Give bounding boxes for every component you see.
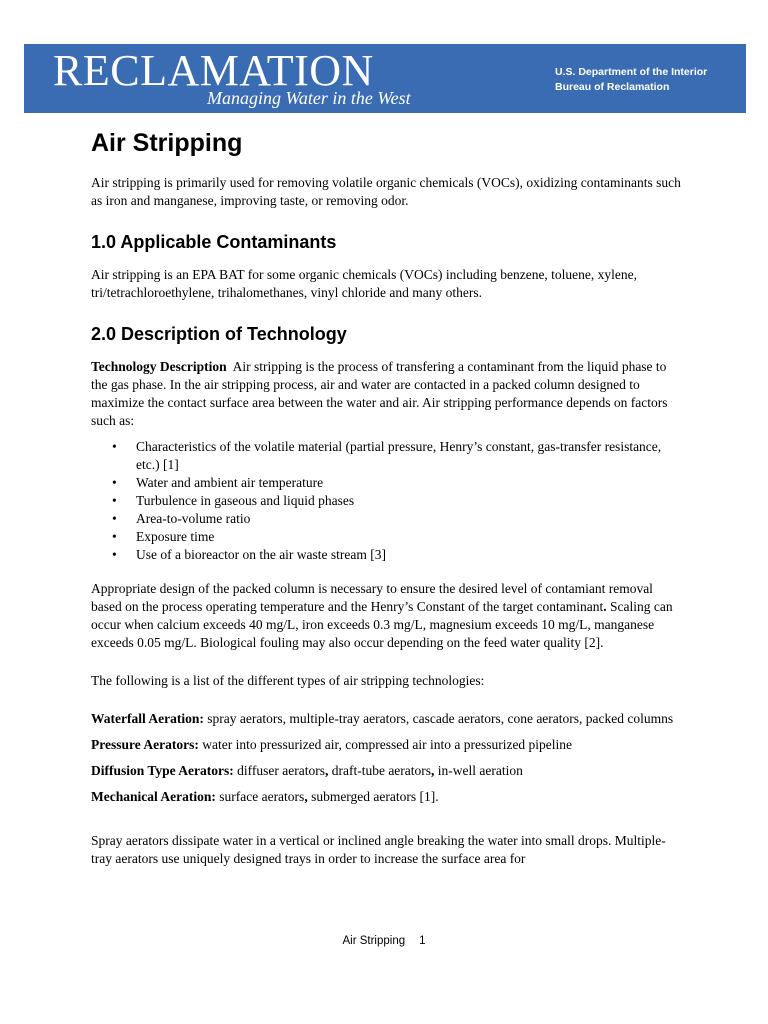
bullet-icon: • [112,547,117,562]
bullet-icon: • [112,529,117,544]
design-text-part2: Scaling can occur when calcium exceeds 40 mg/L, iron exceeds 0.3 mg/L, magnesium exceeds 10 mg/L, manganese exceeds 0.05 mg/L. Biological fouling may also occur depending on the feed water quality [2]. [91,599,673,650]
bullet-icon: • [112,493,117,508]
logo-title: RECLAMATION [53,46,374,95]
mechanical-aeration-label: Mechanical Aeration: [91,789,216,804]
reclamation-banner [24,44,746,113]
agency-department: U.S. Department of the Interior [555,66,708,78]
list-item [112,438,681,474]
list-item-text: Characteristics of the volatile material (partial pressure, Henry’s constant, gas-transfer resistance, etc.) [1] [136,439,662,472]
diffusion-separator-1: , [324,763,329,778]
types-intro-paragraph: The following is a list of the different types of air stripping technologies: [91,673,485,688]
list-item [112,492,681,510]
list-item [112,510,681,528]
agency-bureau: Bureau of Reclamation [555,81,670,93]
design-bold-period: . [603,599,607,614]
diffusion-separator-2: , [431,763,435,778]
diffusion-text-3: in-well aeration [434,763,523,778]
technology-description-label: Technology Description [91,359,227,374]
closing-paragraph: Spray aerators dissipate water in a vertical or inclined angle breaking the water into small drops. Multiple-tray aerators use uniquely designed trays in order to increase the surface area for [91,833,666,866]
list-item-text: Use of a bioreactor on the air waste stream [3] [136,547,387,562]
diffusion-text-1: diffuser aerators [233,763,325,778]
document-body [91,127,681,868]
section-heading-technology: 2.0 Description of Technology [91,324,347,344]
list-item [112,546,681,564]
bullet-icon: • [112,439,117,454]
list-item-text: Turbulence in gaseous and liquid phases [136,493,355,508]
contaminants-paragraph: Air stripping is an EPA BAT for some organic chemicals (VOCs) including benzene, toluene, xylene, tri/tetrachloroethylene, trihalomethanes, vinyl chloride and many others. [91,267,638,300]
diffusion-text-2: draft-tube aerators [328,763,432,778]
pressure-aerators-paragraph [91,736,681,754]
design-text-part1: Appropriate design of the packed column is necessary to ensure the desired level of contamiant removal based on the process operating temperature and the Henry’s Constant of the target contaminant [91,581,653,614]
list-item-text: Area-to-volume ratio [136,511,251,526]
waterfall-aeration-paragraph [91,710,681,728]
mechanical-text-1: surface aerators [215,789,305,804]
list-item [112,528,681,546]
pressure-aerators-text: water into pressurized air, compressed air into a pressurized pipeline [198,737,573,752]
page-footer [0,933,768,949]
mechanical-separator: , [304,789,308,804]
logo-tagline: Managing Water in the West [207,88,411,108]
performance-factor-list [91,438,681,564]
mechanical-text-2: submerged aerators [1]. [307,789,439,804]
design-paragraph [91,580,681,652]
list-item-text: Water and ambient air temperature [136,475,324,490]
page-title: Air Stripping [91,129,243,157]
footer-label: Air Stripping [342,935,406,947]
waterfall-aeration-text: spray aerators, multiple-tray aerators, cascade aerators, cone aerators, packed columns [203,711,674,726]
diffusion-aerators-label: Diffusion Type Aerators: [91,763,234,778]
bullet-icon: • [112,475,117,490]
page-number: 1 [419,935,426,947]
diffusion-aerators-paragraph [91,762,681,780]
intro-paragraph: Air stripping is primarily used for removing volatile organic chemicals (VOCs), oxidizing contaminants such as iron and manganese, improving taste, or removing odor. [91,175,681,208]
technology-description-text: Air stripping is the process of transfering a contaminant from the liquid phase to the gas phase. In the air stripping process, air and water are contacted in a packed column designed to maximize the contact surface area between the water and air. Air stripping performance depends on factors such as: [91,359,668,428]
bullet-icon: • [112,511,117,526]
pressure-aerators-label: Pressure Aerators: [91,737,199,752]
section-heading-contaminants: 1.0 Applicable Contaminants [91,232,337,252]
waterfall-aeration-label: Waterfall Aeration: [91,711,204,726]
mechanical-aeration-paragraph [91,788,681,806]
agency-block [555,65,707,95]
list-item [112,474,681,492]
technology-description-paragraph [91,358,681,430]
list-item-text: Exposure time [136,529,215,544]
